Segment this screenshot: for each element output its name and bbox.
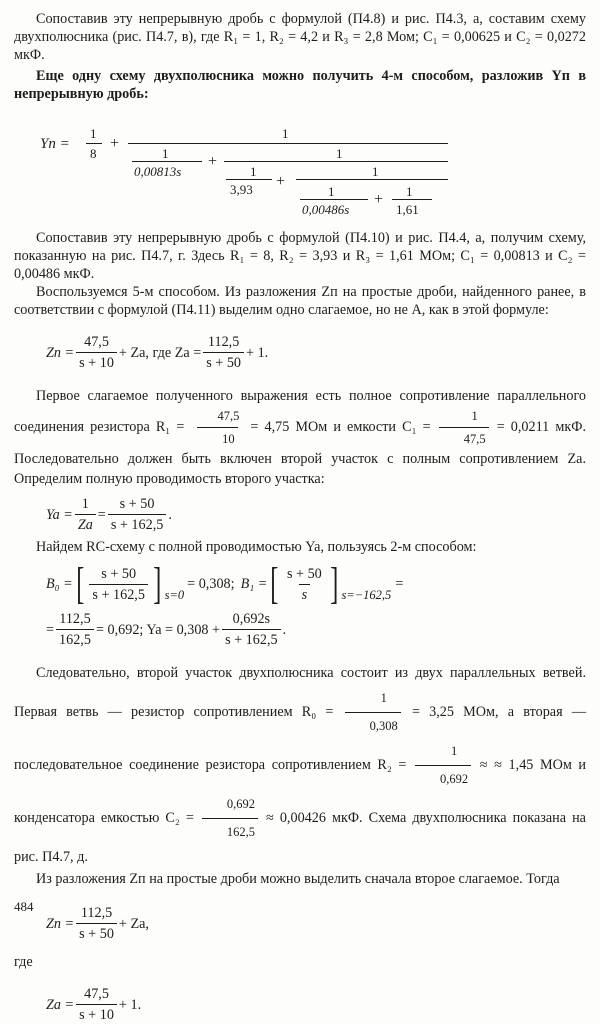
- equation-4: [46, 610, 586, 649]
- eq4-val: = 0,692; Ya = 0,308 +: [95, 621, 221, 638]
- cf-lhs: Yп =: [40, 136, 70, 152]
- p7-den2: 0,692: [415, 765, 471, 792]
- paragraph-5: [14, 386, 586, 489]
- p7-d: ≈ 0,00426 мкФ. Схема двухполюсника показана на рис. П4.7, д.: [14, 809, 586, 865]
- equation-6: [46, 985, 586, 1024]
- eq3-den2: s: [299, 584, 311, 604]
- cf-n3: 1: [372, 164, 379, 179]
- eq3-den: s + 162,5: [89, 584, 148, 604]
- cf-d2-num: 1: [250, 164, 257, 179]
- equation-2: [46, 495, 586, 534]
- p7-num: 1: [380, 691, 387, 705]
- eq3-num: s + 50: [101, 565, 137, 582]
- cf-n1: 1: [282, 126, 289, 141]
- eq1-lhs: Zп =: [46, 344, 75, 361]
- paragraph-6: Найдем RC-схему с полной проводимостью Ya, пользуясь 2-м способом:: [36, 539, 477, 555]
- cf-plus-2: +: [208, 153, 218, 170]
- eq6-tail: + 1.: [118, 996, 142, 1013]
- continued-fraction: [14, 113, 586, 223]
- paragraph-2: Еще одну схему двухполюсника можно получить 4-м способом, разложив Yп в непрерывную дробь:: [14, 68, 586, 102]
- eq6-num: 47,5: [84, 986, 109, 1002]
- eq2-lhs: Ya =: [46, 506, 73, 523]
- page-number: 484: [14, 899, 34, 914]
- p7-den: 0,308: [345, 712, 401, 739]
- eq4-den: 162,5: [56, 629, 94, 649]
- p7-a: Следовательно, второй участок двухполюсника состоит из двух параллельных ветвей. Первая ветвь — резистор сопротивлением R₀ =: [14, 665, 586, 720]
- eq1-num2: 112,5: [207, 334, 240, 350]
- eq2-den2: s + 162,5: [108, 514, 167, 534]
- eq3-b1: B₁ =: [240, 576, 268, 592]
- eq1-tail: + 1.: [246, 344, 269, 361]
- eq1-den: s + 10: [76, 352, 117, 372]
- eq4-num: 112,5: [59, 611, 91, 627]
- paragraph-3: Сопоставив эту непрерывную дробь с формулой (П4.10) и рис. П4.4, а, получим схему, показанную на рис. П4.7, г. Здесь R₁ = 8, R₂ = 3,93 и R₃ = 1,61 МОм; C₁ = 0,00813 и C₂ = 0,00486 мкФ.: [14, 230, 586, 282]
- p5-c: = 0,0211 мкФ. Последовательно должен быть включен второй участок с полным сопротивлением Za. Определим полную проводимость второго участка:: [14, 418, 586, 487]
- eq5-num: 112,5: [80, 905, 113, 921]
- eq1-num: 47,5: [84, 334, 109, 350]
- eq6-den: s + 10: [76, 1004, 117, 1024]
- paragraph-8: Из разложения Zп на простые дроби можно выделить сначала второе слагаемое. Тогда: [36, 871, 560, 887]
- p5-a: Первое слагаемое полученного выражения есть полное сопротивление параллельного соединения резистора R₁ =: [14, 388, 586, 435]
- cf-one8-num: 1: [90, 126, 97, 141]
- eq3-sub0: s=0: [164, 588, 185, 602]
- page-content: [14, 4, 586, 1024]
- eq6-lhs: Za =: [46, 996, 75, 1013]
- p5-num: 47,5: [217, 409, 240, 423]
- eq5-den: s + 50: [76, 923, 117, 943]
- equation-5: [46, 904, 586, 943]
- eq3-eqs: =: [395, 576, 404, 592]
- cf-plus-3: +: [276, 173, 286, 190]
- eq2-num: 1: [81, 496, 89, 512]
- cf-d1-den: 0,00813s: [134, 164, 182, 179]
- cf-d3b-num: 1: [406, 184, 413, 199]
- cf-d1-num: 1: [162, 146, 169, 161]
- cf-plus-1: +: [110, 135, 120, 152]
- eq2-num2: s + 50: [119, 496, 155, 512]
- eq2-tail: .: [168, 506, 172, 523]
- eq1-mid: + Za, где Za =: [118, 344, 202, 361]
- p7-num3: 0,692: [226, 797, 255, 811]
- p5-b: = 4,75 МОм и емкости C₁ =: [250, 418, 431, 435]
- cf-one8-den: 8: [90, 146, 97, 161]
- cf-d3-num: 1: [328, 184, 335, 199]
- p5-den: 10: [197, 427, 238, 449]
- eq3-sub1: s=−162,5: [341, 588, 392, 602]
- p5-den2: 47,5: [439, 427, 489, 449]
- cf-n2: 1: [336, 146, 343, 161]
- equation-3: B₀ = [ $\frac{s + 50}{s + 162,5}$ ] s=0 = 0,308; B₁ = [ $\frac{s + 50}{s}$ ] s=−162,5 =: [46, 559, 404, 608]
- eq5-tail: + Za,: [118, 915, 149, 932]
- paragraph-7: [14, 661, 586, 870]
- eq4-den2: s + 162,5: [222, 629, 281, 649]
- cf-d2-den: 3,93: [230, 182, 253, 197]
- eq3-b0: B₀ =: [46, 576, 73, 592]
- cf-d3b-den: 1,61: [396, 202, 419, 217]
- eq3-val0: = 0,308;: [187, 576, 235, 592]
- eq1-den2: s + 50: [203, 352, 244, 372]
- cf-plus-4: +: [374, 191, 384, 208]
- p7-den3: 162,5: [202, 818, 258, 845]
- p7-b: = 3,25 МОм, а вторая — последовательное соединение резистора сопротивлением R₂ =: [14, 703, 587, 773]
- eq3-num2: s + 50: [286, 565, 322, 582]
- word-gde: где: [14, 954, 33, 970]
- paragraph-1: Сопоставив эту непрерывную дробь с формулой (П4.8) и рис. П4.3, а, составим схему двухполюсника (рис. П4.7, в), где R₁ = 1, R₂ = 4,2 и R₃ = 2,8 Мом; C₁ = 0,00625 и C₂ = 0,0272 мкФ.: [14, 11, 586, 63]
- eq4-eqs: =: [46, 621, 55, 638]
- p5-num2: 1: [471, 409, 478, 423]
- eq2-den: Za: [75, 514, 96, 534]
- p7-num2: 1: [450, 744, 458, 758]
- eq4-num2: 0,692s: [232, 611, 271, 627]
- eq4-tail: .: [282, 621, 287, 638]
- p7-c: ≈ ≈ 1,45 МОм и конденсатора емкостью C₂ =: [14, 756, 587, 826]
- cf-d3-den: 0,00486s: [302, 202, 350, 217]
- eq2-eqs: =: [97, 506, 106, 523]
- equation-1: [46, 333, 586, 372]
- eq5-lhs: Zп =: [46, 915, 75, 932]
- paragraph-4: Воспользуемся 5-м способом. Из разложения Zп на простые дроби, найденного ранее, в соответствии с формулой (П4.11) выделим одно слагаемое, но не A, как в этой формуле:: [14, 284, 586, 318]
